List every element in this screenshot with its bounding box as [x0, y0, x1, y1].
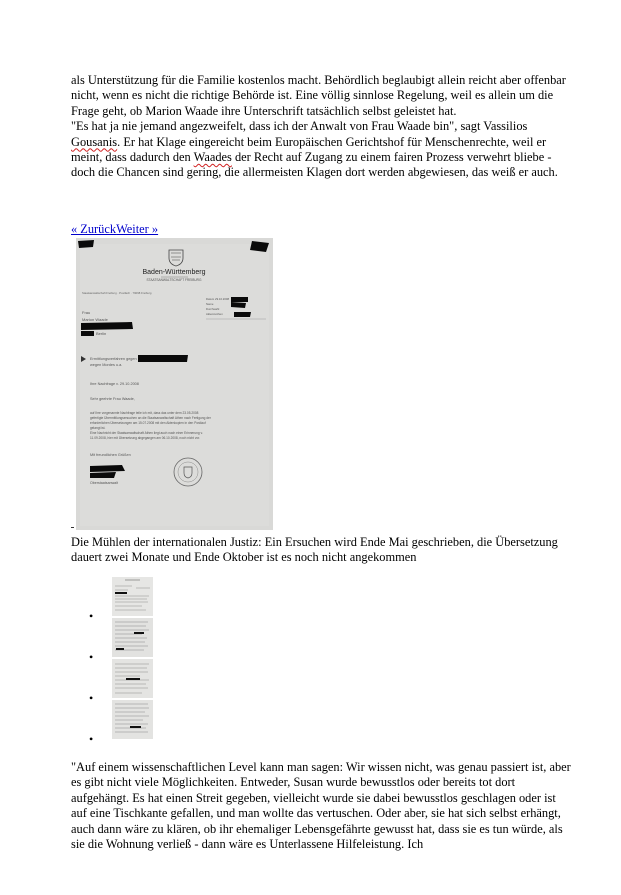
- list-bullet: •: [89, 650, 94, 664]
- letter-meta-2: Name: [206, 302, 214, 306]
- article-paragraph-top: [71, 73, 571, 181]
- letter-reference: Ihre Nachfrage v. 29.10.2008: [90, 382, 139, 386]
- thumbnail-3[interactable]: [112, 659, 153, 698]
- list-bullet: •: [89, 732, 94, 746]
- letter-body-5: Eine Nachricht der Staatsanwaltschaft Athen liegt auch nach einer Erinnerung v.: [90, 431, 203, 435]
- image-separator: [71, 527, 74, 528]
- letter-body-4: gelangt ist.: [90, 426, 106, 430]
- paragraph-2-end: der Recht auf Zugang zu einem fairen Prozess verwehrt bliebe - doch die Chancen sind gering, die allermeisten Klagen dort werden abgewiesen, das weiß er auch.: [71, 150, 558, 180]
- gallery-navigation: [71, 222, 158, 237]
- letter-photo: [76, 238, 273, 530]
- letter-meta-1: Datum 29.10.2008: [206, 297, 230, 301]
- lawyer-name: Gousanis: [71, 134, 118, 149]
- name-waades: Waades: [193, 150, 232, 165]
- letter-recipient-2: Marion Waade: [82, 317, 108, 322]
- next-link[interactable]: Weiter »: [116, 222, 159, 236]
- back-link[interactable]: « Zurück: [71, 222, 117, 236]
- redaction-top: [78, 240, 94, 248]
- letter-body-1: auf Ihre vorgenannte Nachfrage teile ich mit, dass das unter dem 23.05.2008: [90, 411, 199, 415]
- letter-body-3: erforderlichen Übersetzungen am 15.07.2008 mit den Aktenkopien in den Postlauf: [90, 421, 206, 425]
- redaction-address: [81, 322, 133, 330]
- thumbnail-2[interactable]: [112, 618, 153, 657]
- letter-body-2: gefertigte Übermittlungsersuchen an die Staatsanwaltschaft Athen nach Fertigung der: [90, 416, 211, 420]
- list-bullet: •: [89, 691, 94, 705]
- letter-state-name: Baden-Württemberg: [142, 269, 206, 276]
- letter-meta-3: Durchwahl: [206, 307, 220, 311]
- thumbnail-4[interactable]: [112, 700, 153, 739]
- letter-office: STAATSANWALTSCHAFT FREIBURG: [146, 278, 202, 282]
- article-paragraph-bottom: "Auf einem wissenschaftlichen Level kann man sagen: Wir wissen nicht, was genau passiert ist, aber es gibt nicht viele Möglichkeiten. Entweder, Susan wurde bewusstlos oder bereits tot dort aufgehängt. Es hat einen Streit gegeben, vielleicht wurde sie dabei bewusstlos geschlagen oder ist auf eine Tischkante gefallen, und man wollte das vertuschen. Oder aber, sie hat sich selbst erhängt, auch dann wäre zu klären, ob ihr ehemaliger Lebensgefährte gewusst hat, dass sie es tun würde, als sie die Wohnung verließ - dann wäre es Unterlassene Hilfeleistung. Ich: [71, 760, 571, 852]
- image-caption: Die Mühlen der internationalen Justiz: Ein Ersuchen wird Ende Mai geschrieben, die Übersetzung dauert zwei Monate und Ende Oktober ist es noch nicht angekommen: [71, 535, 558, 565]
- thumbnail-list: [0, 575, 621, 745]
- letter-body-6: 11.09.2008, hier mit Übersetzung abgegangen am 06.10.2008, noch nicht vor.: [90, 436, 200, 440]
- letter-signer: Oberstaatsanwalt: [90, 481, 118, 485]
- letter-city: Berlin: [96, 331, 107, 336]
- thumbnail-1[interactable]: [112, 577, 153, 616]
- letter-subject-1: Ermittlungsverfahren gegen: [90, 357, 137, 361]
- paragraph-2-start: "Es hat ja nie jemand angezweifelt, dass ich der Anwalt von Frau Waade bin", sagt Vassilios: [71, 119, 528, 134]
- redaction-subject: [138, 355, 188, 362]
- letter-salutation: Sehr geehrte Frau Waade,: [90, 397, 135, 401]
- letter-meta-4: Aktenzeichen: [206, 312, 223, 316]
- paragraph-2-mid: . Er hat Klage eingereicht beim Europäischen Gerichtshof für Menschenrechte, weil er meint, dass dadurch den: [71, 134, 547, 165]
- letter-recipient-1: Frau: [82, 310, 91, 315]
- list-bullet: •: [89, 609, 94, 623]
- paragraph-1: als Unterstützung für die Familie kostenlos macht. Behördlich beglaubigt allein reicht aber offenbar nicht, wenn es nicht die richtige Behörde ist. Eine völlig sinnlose Regelung, weil es allein um die Frage geht, ob Marion Waade ihre Unterschrift tatsächlich selbst geleistet hat.: [71, 73, 566, 118]
- letter-subject-2: wegen Mordes u.a.: [90, 363, 123, 367]
- letter-sender: Staatsanwaltschaft Freiburg · Postfach · 79098 Freiburg: [82, 291, 152, 295]
- letter-closing: Mit freundlichen Grüßen: [90, 453, 131, 457]
